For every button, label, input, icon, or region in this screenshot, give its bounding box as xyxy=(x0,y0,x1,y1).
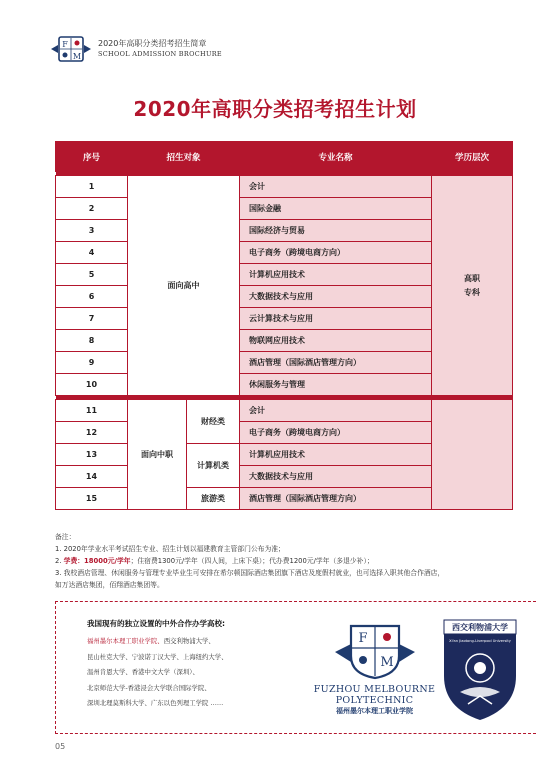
major-name: 计算机应用技术 xyxy=(240,444,432,466)
row-number: 14 xyxy=(56,466,128,488)
note-2-prefix: 2. xyxy=(55,557,64,565)
cooperation-list xyxy=(87,634,327,712)
row-number: 12 xyxy=(56,422,128,444)
major-name: 国际经济与贸易 xyxy=(240,220,432,242)
note-1: 1. 2020年学业水平考试招生专业、招生计划以福建教育主管部门公布为准； xyxy=(55,545,285,553)
major-name: 酒店管理（国际酒店管理方向） xyxy=(240,488,432,510)
xjtlu-logo xyxy=(440,616,520,722)
major-name: 酒店管理（国际酒店管理方向） xyxy=(240,352,432,374)
svg-text:F: F xyxy=(62,40,68,49)
row-number: 3 xyxy=(56,220,128,242)
major-name: 休闲服务与管理 xyxy=(240,374,432,396)
fmp-logo xyxy=(312,622,437,716)
row-number: 11 xyxy=(56,400,128,422)
note-2 xyxy=(55,555,515,567)
note-3a: 3. 我校酒店管理、休闲服务与管理专业毕业生可安排在希尔顿国际酒店集团旗下酒店及度假村就业，也可选择入职其他合作酒店， xyxy=(55,569,445,577)
coop-line-4: 北京师范大学-香港浸会大学联合国际学院、 xyxy=(87,683,211,692)
target-high-school: 面向高中 xyxy=(128,176,240,396)
major-name: 会计 xyxy=(240,400,432,422)
header-target: 招生对象 xyxy=(128,142,240,172)
level-cell xyxy=(432,176,513,396)
coop-line-2: 昆山杜克大学、宁波诺丁汉大学、上海纽约大学、 xyxy=(87,652,228,661)
header-seq: 序号 xyxy=(56,142,128,172)
header-title-cn: 2020年高职分类招考招生简章 xyxy=(98,39,207,48)
subcategory-finance: 财经类 xyxy=(187,400,240,444)
fmp-name-cn: 福州墨尔本理工职业学院 xyxy=(336,707,413,715)
target-vocational: 面向中职 xyxy=(128,400,187,510)
fmp-name-en-2: POLYTECHNIC xyxy=(335,695,414,706)
row-number: 8 xyxy=(56,330,128,352)
row-number: 4 xyxy=(56,242,128,264)
coop-fmp: 福州墨尔本理工职业学院、 xyxy=(87,637,164,645)
fmp-crest-icon xyxy=(333,622,417,680)
major-name: 计算机应用技术 xyxy=(240,264,432,286)
brochure-header xyxy=(50,35,222,63)
major-name: 云计算技术与应用 xyxy=(240,308,432,330)
major-name: 大数据技术与应用 xyxy=(240,466,432,488)
xjtlu-name-en: Xi'an Jiaotong-Liverpool University xyxy=(449,639,511,643)
note-3b: 如万达酒店集团，佰翔酒店集团等。 xyxy=(55,581,164,589)
major-name: 会计 xyxy=(240,176,432,198)
major-name: 国际金融 xyxy=(240,198,432,220)
row-number: 10 xyxy=(56,374,128,396)
level-line-2: 专科 xyxy=(464,287,481,297)
page-number: 05 xyxy=(55,742,66,751)
cooperation-title: 我国现有的独立设置的中外合作办学高校: xyxy=(87,619,225,628)
row-number: 6 xyxy=(56,286,128,308)
subcategory-computer: 计算机类 xyxy=(187,444,240,488)
tuition-fee: 学费：18000元/学年 xyxy=(63,557,131,565)
header-title-en: SCHOOL ADMISSION BROCHURE xyxy=(98,50,222,58)
row-number: 5 xyxy=(56,264,128,286)
svg-text:M: M xyxy=(379,655,394,670)
header-level: 学历层次 xyxy=(432,142,513,172)
coop-line-5: 深圳北理莫斯科大学、广东以色列理工学院 …… xyxy=(87,699,224,707)
fmp-name-en-1: FUZHOU MELBOURNE xyxy=(313,684,436,695)
row-number: 2 xyxy=(56,198,128,220)
row-number: 7 xyxy=(56,308,128,330)
svg-text:M: M xyxy=(72,52,82,61)
note-2-rest: ；住宿费1300元/学年（四人间，上床下桌）；代办费1200元/学年（多退少补）； xyxy=(130,557,374,565)
xjtlu-name-cn: 西交利物浦大学 xyxy=(452,623,508,632)
svg-text:F: F xyxy=(357,631,368,646)
school-logo-icon xyxy=(50,35,92,63)
major-name: 大数据技术与应用 xyxy=(240,286,432,308)
row-number: 13 xyxy=(56,444,128,466)
major-name: 电子商务（跨境电商方向） xyxy=(240,242,432,264)
table-row xyxy=(56,400,513,422)
level-line-1: 高职 xyxy=(464,273,481,283)
notes-label: 备注： xyxy=(55,533,76,541)
level-cell-empty xyxy=(432,400,513,510)
row-number: 1 xyxy=(56,176,128,198)
major-name: 电子商务（跨境电商方向） xyxy=(240,422,432,444)
notes-section xyxy=(55,531,515,591)
admission-plan-table xyxy=(55,141,513,510)
major-name: 物联网应用技术 xyxy=(240,330,432,352)
coop-line-3: 温州肯恩大学、香港中文大学（深圳）、 xyxy=(87,668,199,676)
header-major: 专业名称 xyxy=(240,142,432,172)
row-number: 9 xyxy=(56,352,128,374)
row-number: 15 xyxy=(56,488,128,510)
page-title: 2020年高职分类招考招生计划 xyxy=(133,97,417,121)
coop-line1-rest: 西交利物浦大学、 xyxy=(163,637,215,645)
table-row xyxy=(56,176,513,198)
subcategory-tourism: 旅游类 xyxy=(187,488,240,510)
